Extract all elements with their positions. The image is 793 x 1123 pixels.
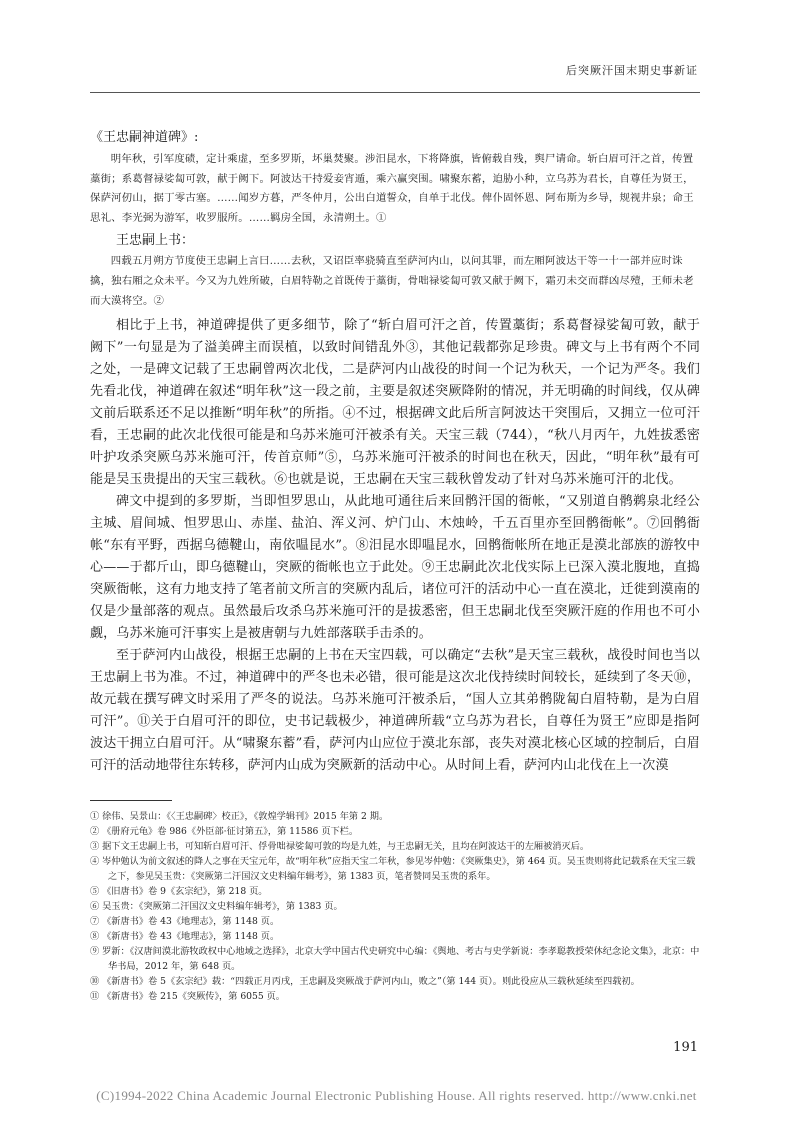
footnote-8: ⑧ 《新唐书》卷 43《地理志》，第 1148 页。 <box>90 931 280 942</box>
running-head-title: 后突厥汗国末期史事新证 <box>566 64 698 77</box>
footnote-6: ⑥ 吴玉贵：《突厥第二汗国汉文史料编年辑考》，第 1383 页。 <box>90 901 343 912</box>
block-quote-memorial: 四载五月朔方节度使王忠嗣上言曰……去秋，又诏臣率骁骑直至萨河内山，以问其罪，而左厢阿波达干等一十一部并应时诛擒，独右厢之众未平。今又为九姓所破，白眉特勒之首既传于藁街，骨咄禄娑匐可敦又献于阙下，霜刃未交而群凶尽殪，王师未老而大漠将空。② <box>90 255 694 307</box>
footnote-2: ② 《册府元龟》卷 986《外臣部·征讨第五》，第 11586 页下栏。 <box>90 826 359 837</box>
page-number: 191 <box>673 1040 698 1055</box>
footnote-5: ⑤ 《旧唐书》卷 9《玄宗纪》，第 218 页。 <box>90 886 268 897</box>
body-paragraph-1: 相比于上书，神道碑提供了更多细节，除了“斩白眉可汗之首，传置藁街；系葛督禄娑匐可敦，献于阙下”一句显是为了溢美碑主而误植，以致时间错乱外③，其他记载都弥足珍贵。碑文与上书有两个不同之处，一是碑文记载了王忠嗣曾两次北伐，二是萨河内山战役的时间一个记为秋天，一个记为严冬。我们先看北伐，神道碑在叙述“明年秋”这一段之前，主要是叙述突厥降附的情况，并无明确的时间线，仅从碑文前后联系还不足以推断“明年秋”的所指。④不过，根据碑文此后所言阿波达干突围后，又拥立一位可汗看，王忠嗣的此次北伐很可能是和乌苏米施可汗被杀有关。天宝三载（744），“秋八月丙午，九姓拔悉密叶护攻杀突厥乌苏米施可汗，传首京师”⑤，乌苏米施可汗被杀的时间也在秋天，因此，“明年秋”最有可能是吴玉贵提出的天宝三载秋。⑥也就是说，王忠嗣在天宝三载秋曾发动了针对乌苏米施可汗的北伐。 <box>90 318 700 488</box>
body-paragraph-3: 至于萨河内山战役，根据王忠嗣的上书在天宝四载，可以确定“去秋”是天宝三载秋，战役时间也当以王忠嗣上书为准。不过，神道碑中的严冬也未必错，很可能是这次北伐持续时间较长，延续到了冬天⑩，故元载在撰写碑文时采用了严冬的说法。乌苏米施可汗被杀后，“国人立其弟鹘陇匐白眉特勒，是为白眉可汗”。⑪关于白眉可汗的即位，史书记载极少，神道碑所载“立乌苏为君长，自尊任为贤王”应即是指阿波达干拥立白眉可汗。从“啸聚东蓄”看，萨河内山应位于漠北东部，丧失对漠北核心区域的控制后，白眉可汗的活动地带往东转移，萨河内山成为突厥新的活动中心。从时间上看，萨河内山北伐在上一次漠 <box>90 648 700 774</box>
footnote-7: ⑦ 《新唐书》卷 43《地理志》，第 1148 页。 <box>90 916 280 927</box>
footnote-10: ⑩ 《新唐书》卷 5《玄宗纪》载：“四载正月丙戌，王忠嗣及突厥战于萨河内山，败之”（第 144 页）。则此役应从三载秋延续至四载初。 <box>90 976 640 987</box>
copyright-watermark: (C)1994-2022 China Academic Journal Electronic Publishing House. All rights reserved. http://www.cnki.net <box>96 1088 697 1103</box>
block-quote-inscription: 明年秋，引军度碛，定计乘虚，至多罗斯，坏巢焚聚。涉汨昆水，下将降旗，皆俯载自残，舆尸请命。斩白眉可汗之首，传置藁街；系葛督禄娑匐可敦，献于阙下。阿波达干持爱妾宵遁，乘六赢突围。啸聚东蓄，迫胁小种，立乌苏为君长，自尊任为贤王，保萨河仞山，据丁零古塞。……闻岁方暮，严冬仲月，公出白道誓众，自单于北伐。俾仆固怀恩、阿布斯为乡导，规视井泉；命王思礼、李光弼为游军，收罗服所。……羁房全国，永清朔土。① <box>90 153 694 224</box>
header-divider <box>90 92 700 93</box>
footnote-3: ③ 据下文王忠嗣上书，可知斩白眉可汗、俘骨咄禄娑匐可敦的均是九姓，与王忠嗣无关，且均在阿波达干的左厢被消灭后。 <box>90 841 590 852</box>
footnote-9: ⑨ 罗新：《汉唐间漠北游牧政权中心地域之选择》，北京大学中国古代史研究中心编：《舆地、考古与史学新说：李孝聪教授荣休纪念论文集》，北京：中华书局，2012 年，第 648 页。 <box>90 946 700 972</box>
body-paragraph-2: 碑文中提到的多罗斯，当即怛罗思山，从此地可通往后来回鹘汗国的衙帐，“又别道自鹘鹈泉北经公主城、眉间城、怛罗思山、赤崖、盐泊、浑义河、炉门山、木烛岭，千五百里亦至回鹘衙帐”。⑦回鹘衙帐“东有平野，西据乌德鞬山，南依嗢昆水”。⑧汨昆水即嗢昆水，回鹘衙帐所在地正是漠北部族的游牧中心——于都斤山，即乌德鞬山，突厥的衙帐也立于此处。⑨王忠嗣此次北伐实际上已深入漠北腹地，直捣突厥衙帐，这有力地支持了笔者前文所言的突厥内乱后，诸位可汗的活动中心一直在漠北，迁徙到漠南的仅是少量部落的观点。虽然最后攻杀乌苏米施可汗的是拔悉密，但王忠嗣北伐至突厥汗庭的作用也不可小觑，乌苏米施可汗事实上是被唐朝与九姓部落联手击杀的。 <box>90 494 700 642</box>
section-title: 《王忠嗣神道碑》: <box>90 130 199 145</box>
main-content <box>90 128 700 777</box>
footnotes <box>90 809 700 1004</box>
block-quote-lead: 王忠嗣上书： <box>116 233 195 249</box>
footnote-11: ⑪ 《新唐书》卷 215《突厥传》，第 6055 页。 <box>90 991 285 1002</box>
footnote-1: ① 徐伟、吴景山：《〈王忠嗣碑〉校正》，《敦煌学辑刊》2015 年第 2 期。 <box>90 811 389 822</box>
footnote-4: ④ 岑仲勉认为前文叙述的降人之事在天宝元年，故“明年秋”应指天宝二年秋，参见岑仲勉：《突厥集史》，第 464 页。吴玉贵则将此记载系在天宝三载之下，参见吴玉贵：《突厥第二汗国汉文史料编年辑考》，第 1383 页，笔者赞同吴玉贵的系年。 <box>90 856 696 882</box>
footnote-divider <box>90 800 172 801</box>
